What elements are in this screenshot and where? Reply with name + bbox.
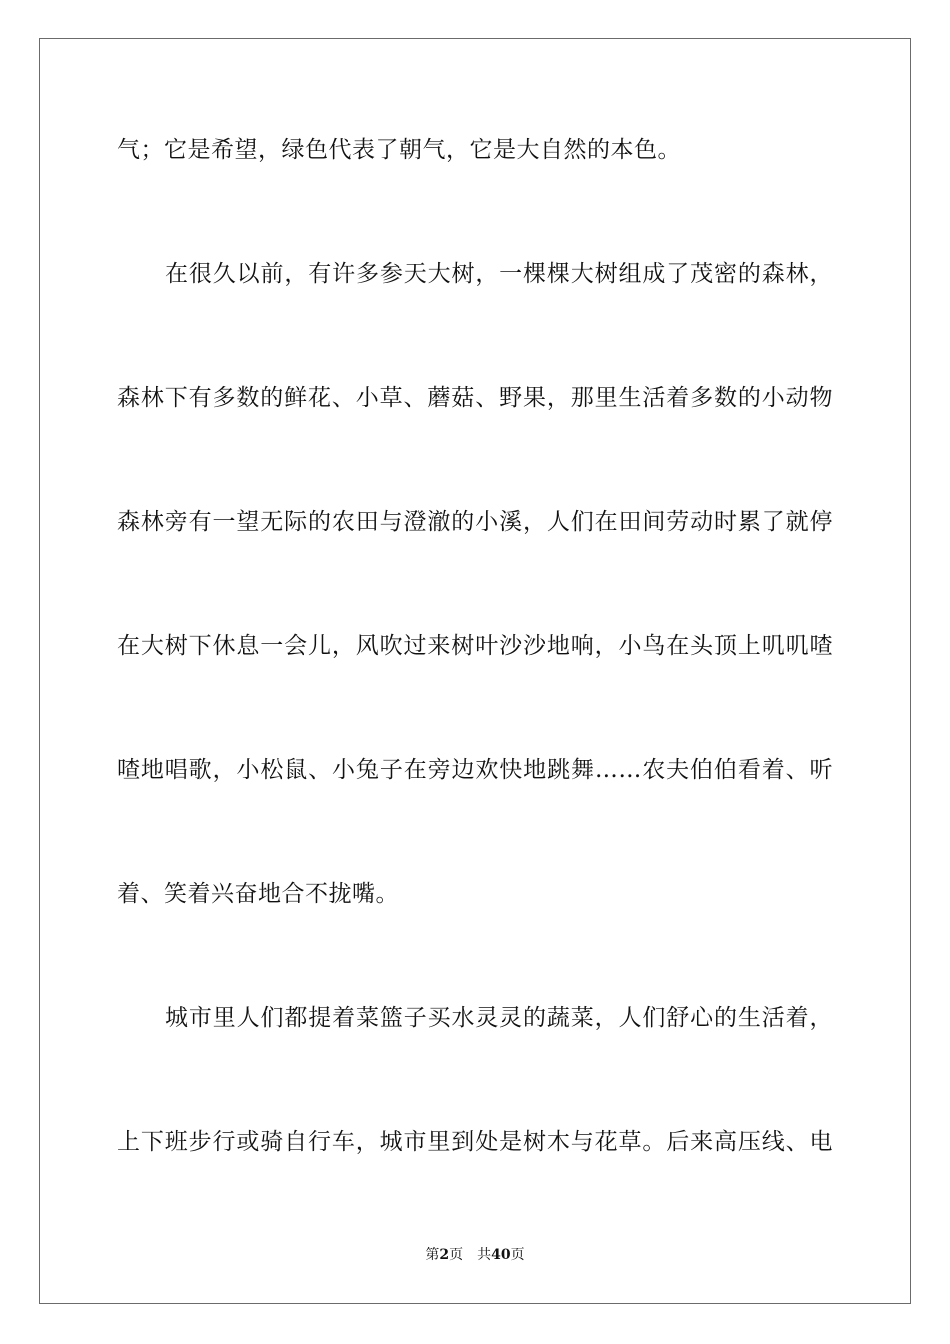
paragraph-line: 上下班步行或骑自行车，城市里到处是树木与花草。后来高压线、电 <box>117 1129 833 1155</box>
page-frame <box>39 38 911 1304</box>
page-number: 2 <box>439 1247 450 1263</box>
paragraph-line: 森林下有多数的鲜花、小草、蘑菇、野果，那里生活着多数的小动物 <box>117 385 833 411</box>
page-footer <box>0 1246 950 1264</box>
total-pages: 40 <box>491 1247 511 1263</box>
paragraph-line: 城市里人们都提着菜篮子买水灵灵的蔬菜，人们舒心的生活着， <box>165 1005 833 1031</box>
paragraph-line: 在大树下休息一会儿，风吹过来树叶沙沙地响，小鸟在头顶上叽叽喳 <box>117 633 833 659</box>
paragraph-line: 喳地唱歌，小松鼠、小兔子在旁边欢快地跳舞……农夫伯伯看着、听 <box>117 757 833 783</box>
paragraph-line: 气；它是希望，绿色代表了朝气，它是大自然的本色。 <box>117 137 681 163</box>
page-suffix: 页 <box>449 1247 464 1263</box>
total-suffix: 页 <box>510 1247 525 1263</box>
paragraph-line: 森林旁有一望无际的农田与澄澈的小溪，人们在田间劳动时累了就停 <box>117 509 833 535</box>
paragraph-line: 在很久以前，有许多参天大树，一棵棵大树组成了茂密的森林， <box>165 261 833 287</box>
paragraph-line: 着、笑着兴奋地合不拢嘴。 <box>117 881 399 907</box>
page-prefix: 第 <box>425 1247 440 1263</box>
total-prefix: 共 <box>477 1247 492 1263</box>
